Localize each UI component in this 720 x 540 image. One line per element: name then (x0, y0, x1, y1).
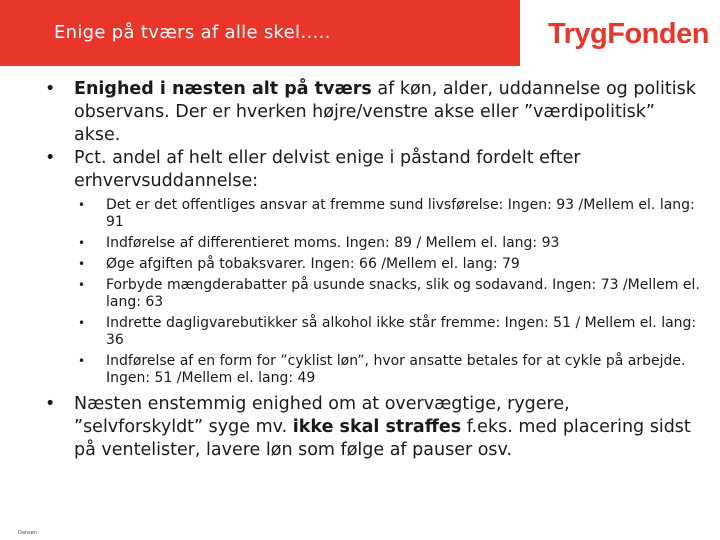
sub-bullet-text: Indrette dagligvarebutikker så alkohol ikke står fremme: Ingen: 51 / Mellem el. lang: 36 (106, 315, 697, 348)
sub-bullet (32, 197, 702, 231)
bullet-dot-icon: • (78, 236, 86, 250)
sub-bullet-text: Øge afgiften på tobaksvarer. Ingen: 66 /Mellem el. lang: 79 (106, 256, 520, 272)
bullet-text: Næsten enstemmig enighed om at overvægtige, rygere, ”selvforskyldt” syge mv. (74, 394, 570, 437)
bullet-text: af køn, alder, uddannelse og politisk observans. Der er hverken højre/venstre akse eller ”værdipolitisk” akse. (74, 79, 696, 145)
bullet-dot-icon: • (45, 148, 56, 168)
sub-bullet (32, 235, 702, 252)
bullet-dot-icon: • (78, 354, 86, 368)
bullet-no-punishment (32, 393, 702, 462)
bullet-bold-text: Enighed i næsten alt på tværs (74, 79, 372, 99)
sub-bullet-text: Forbyde mængderabatter på usunde snacks, slik og sodavand. Ingen: 73 /Mellem el. lang: 63 (106, 277, 700, 310)
slide-content (32, 78, 702, 462)
bullet-dot-icon: • (78, 316, 86, 330)
sub-bullet (32, 256, 702, 273)
sub-bullet (32, 353, 702, 387)
sub-bullet-list (32, 197, 702, 387)
bullet-dot-icon: • (45, 394, 56, 414)
trygfonden-logo: TrygFonden (548, 18, 709, 50)
sub-bullet-text: Indførelse af differentieret moms. Ingen: 89 / Mellem el. lang: 93 (106, 235, 560, 251)
bullet-text: f.eks. med placering sidst på ventelister, lavere løn som følge af pauser osv. (74, 417, 691, 460)
bullet-bold-text: ikke skal straffes (292, 417, 462, 437)
bullet-dot-icon: • (78, 198, 86, 212)
title-bar (0, 0, 520, 66)
sub-bullet-text: Indførelse af en form for ”cyklist løn”, hvor ansatte betales for at cykle på arbejde. Ingen: 51 /Mellem el. lang: 49 (106, 353, 686, 386)
sub-bullet (32, 315, 702, 349)
footer-text: Dansen (18, 530, 37, 536)
bullet-percentages (32, 147, 702, 193)
bullet-consensus (32, 78, 702, 147)
sub-bullet-text: Det er det offentliges ansvar at fremme sund livsførelse: Ingen: 93 /Mellem el. lang: 91 (106, 197, 695, 230)
bullet-dot-icon: • (45, 79, 56, 99)
sub-bullet (32, 277, 702, 311)
slide-title: Enige på tværs af alle skel….. (54, 22, 331, 43)
bullet-dot-icon: • (78, 278, 86, 292)
bullet-dot-icon: • (78, 257, 86, 271)
bullet-text: Pct. andel af helt eller delvist enige i påstand fordelt efter erhvervsuddannelse: (74, 148, 581, 191)
